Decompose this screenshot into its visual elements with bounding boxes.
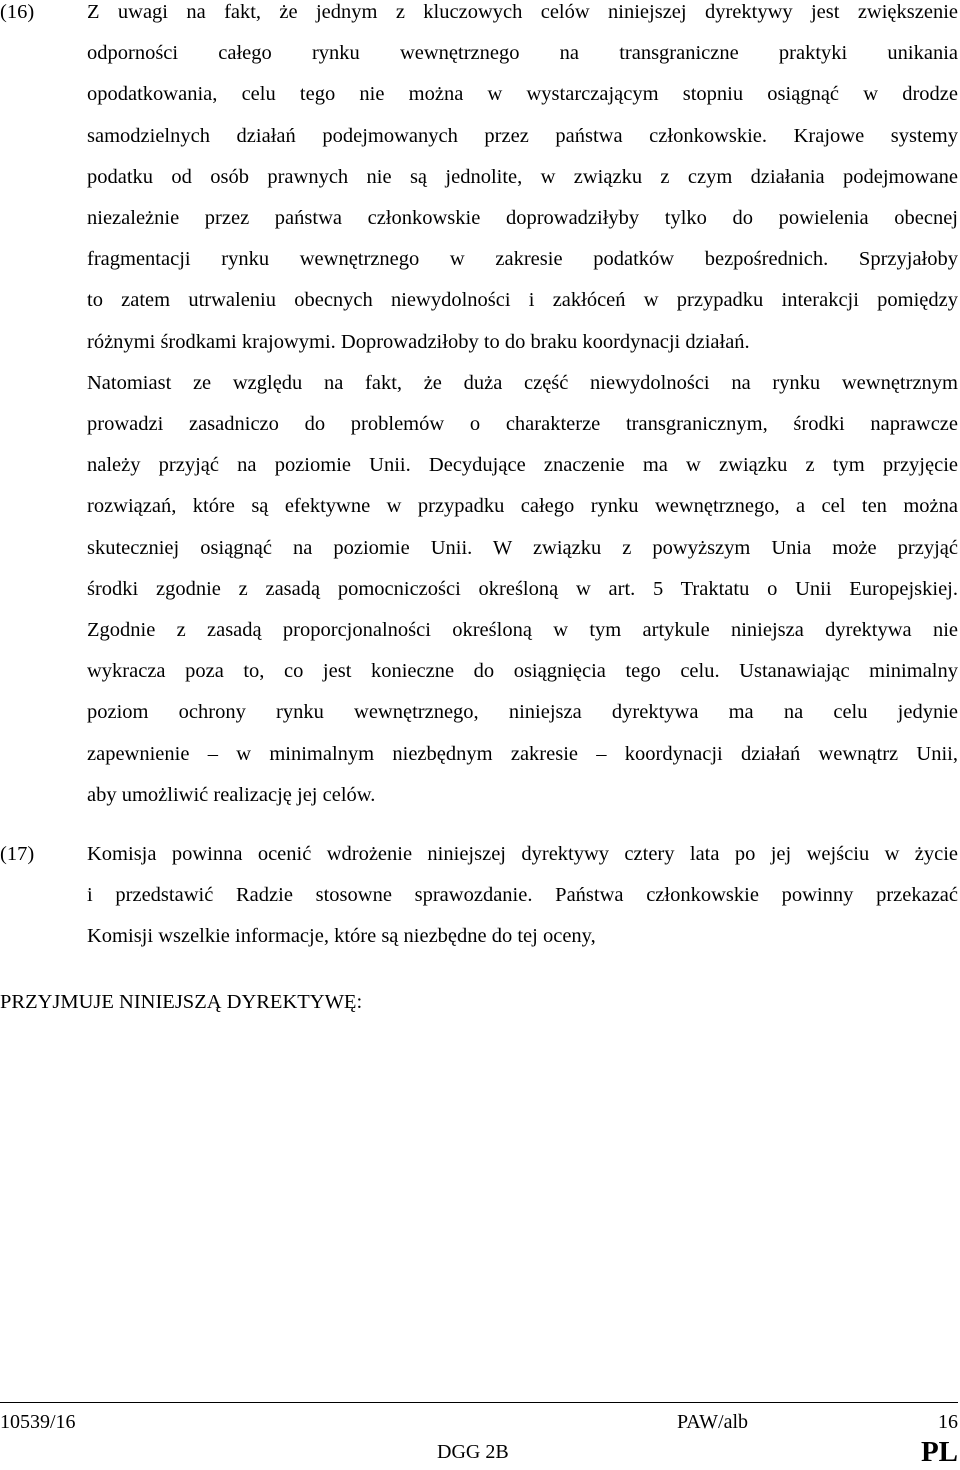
text-line: to zatem utrwaleniu obecnych niewydolności i zakłóceń w przypadku interakcji pomiędzy (87, 289, 958, 312)
text-line: odporności całego rynku wewnętrznego na transgraniczne praktyki unikania (87, 42, 958, 65)
text-line: skuteczniej osiągnąć na poziomie Unii. W związku z powyższym Unia może przyjąć (87, 536, 958, 559)
recital-text (87, 834, 958, 958)
text-line: Komisja powinna ocenić wdrożenie niniejszej dyrektywy cztery lata po jej wejściu w życie (87, 843, 958, 865)
text-line: niezależnie przez państwa członkowskie doprowadziłyby tylko do powielenia obecnej (87, 207, 958, 230)
text-line: Natomiast ze względu na fakt, że duża część niewydolności na rynku wewnętrznym (87, 371, 958, 394)
text-line: różnymi środkami krajowymi. Doprowadziłoby to do braku koordynacji działań. (87, 330, 750, 353)
recital-number: (16) (0, 1, 35, 23)
text-line: Zgodnie z zasadą proporcjonalności określoną w tym artykule niniejsza dyrektywa nie (87, 619, 958, 642)
recital-text (87, 0, 958, 816)
footer-dgg: DGG 2B (437, 1441, 509, 1463)
text-line: prowadzi zasadniczo do problemów o charakterze transgranicznym, środki naprawcze (87, 413, 958, 436)
text-line: Komisji wszelkie informacje, które są niezbędne do tej oceny, (87, 925, 596, 948)
text-line: i przedstawić Radzie stosowne sprawozdanie. Państwa członkowskie powinny przekazać (87, 884, 958, 907)
recital-number: (17) (0, 843, 35, 865)
text-line: środki zgodnie z zasadą pomocniczości określoną w art. 5 Traktatu o Unii Europejskiej. (87, 577, 958, 600)
text-line: Z uwagi na fakt, że jednym z kluczowych celów niniejszej dyrektywy jest zwiększenie (87, 1, 958, 23)
text-line: poziom ochrony rynku wewnętrznego, niniejsza dyrektywa ma na celu jedynie (87, 701, 958, 724)
text-line: należy przyjąć na poziomie Unii. Decydujące znaczenie ma w związku z tym przyjęcie (87, 454, 958, 477)
text-line: wykracza poza to, co jest konieczne do osiągnięcia tego celu. Ustanawiając minimalny (87, 660, 958, 683)
footer-doc-number: 10539/16 (0, 1411, 76, 1433)
text-line: aby umożliwić realizację jej celów. (87, 783, 376, 806)
footer-page-number: 16 (938, 1411, 958, 1433)
footer-reference: PAW/alb (677, 1411, 748, 1433)
text-line: opodatkowania, celu tego nie można w wystarczającym stopniu osiągnąć w drodze (87, 83, 958, 106)
footer-divider (0, 1402, 958, 1403)
text-line: rozwiązań, które są efektywne w przypadku całego rynku wewnętrznego, a cel ten można (87, 495, 958, 518)
footer-language: PL (920, 1436, 958, 1468)
text-line: fragmentacji rynku wewnętrznego w zakresie podatków bezpośrednich. Sprzyjałoby (87, 248, 958, 271)
text-line: zapewnienie – w minimalnym niezbędnym zakresie – koordynacji działań wewnątrz Unii, (87, 742, 958, 765)
enacting-formula: PRZYJMUJE NINIEJSZĄ DYREKTYWĘ: (0, 991, 363, 1013)
text-line: samodzielnych działań podejmowanych przez państwa członkowskie. Krajowe systemy (87, 124, 958, 147)
text-line: podatku od osób prawnych nie są jednolite, w związku z czym działania podejmowane (87, 165, 958, 188)
